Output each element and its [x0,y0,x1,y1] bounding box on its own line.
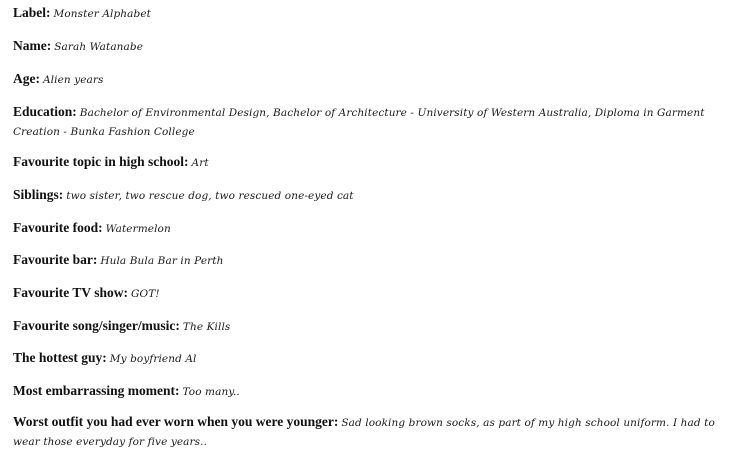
food-entry [13,219,743,238]
age-entry [13,70,743,89]
embarrassing-value: Too many.. [182,386,240,398]
education-key: Education: [13,104,77,119]
age-key: Age: [13,71,40,86]
guy-key: The hottest guy: [13,350,107,365]
label-value: Monster Alphabet [53,8,151,20]
siblings-value: two sister, two rescue dog, two rescued one-eyed cat [66,190,354,202]
label-key: Label: [13,5,51,20]
outfit-entry [13,413,743,451]
tv-key: Favourite TV show: [13,285,129,300]
embarrassing-key: Most embarrassing moment: [13,383,180,398]
age-value: Alien years [43,74,104,86]
bar-key: Favourite bar: [13,252,98,267]
education-value: Bachelor of Environmental Design, Bachelor of Architecture - University of Western Australia, Diploma in Garment Creation - Bunka Fashion College [13,107,705,138]
bar-entry [13,251,743,270]
topic-entry [13,153,743,172]
education-entry [13,103,743,141]
guy-entry [13,349,743,368]
topic-key: Favourite topic in high school: [13,154,189,169]
siblings-entry [13,186,743,205]
food-key: Favourite food: [13,220,103,235]
music-value: The Kills [182,321,231,333]
topic-value: Art [191,157,209,169]
music-key: Favourite song/singer/music: [13,318,180,333]
outfit-value: Sad looking brown socks, as part of my high school uniform. I had to wear those everyday for five years.. [13,417,715,448]
label-entry [13,4,743,23]
outfit-key: Worst outfit you had ever worn when you were younger: [13,414,339,429]
name-entry [13,37,743,56]
tv-entry [13,284,743,303]
name-key: Name: [13,38,52,53]
embarrassing-entry [13,382,743,401]
name-value: Sarah Watanabe [54,41,144,53]
tv-value: GOT! [131,288,160,300]
guy-value: My boyfriend Al [109,353,197,365]
music-entry [13,317,743,336]
siblings-key: Siblings: [13,187,64,202]
food-value: Watermelon [105,223,171,235]
bar-value: Hula Bula Bar in Perth [100,255,224,267]
